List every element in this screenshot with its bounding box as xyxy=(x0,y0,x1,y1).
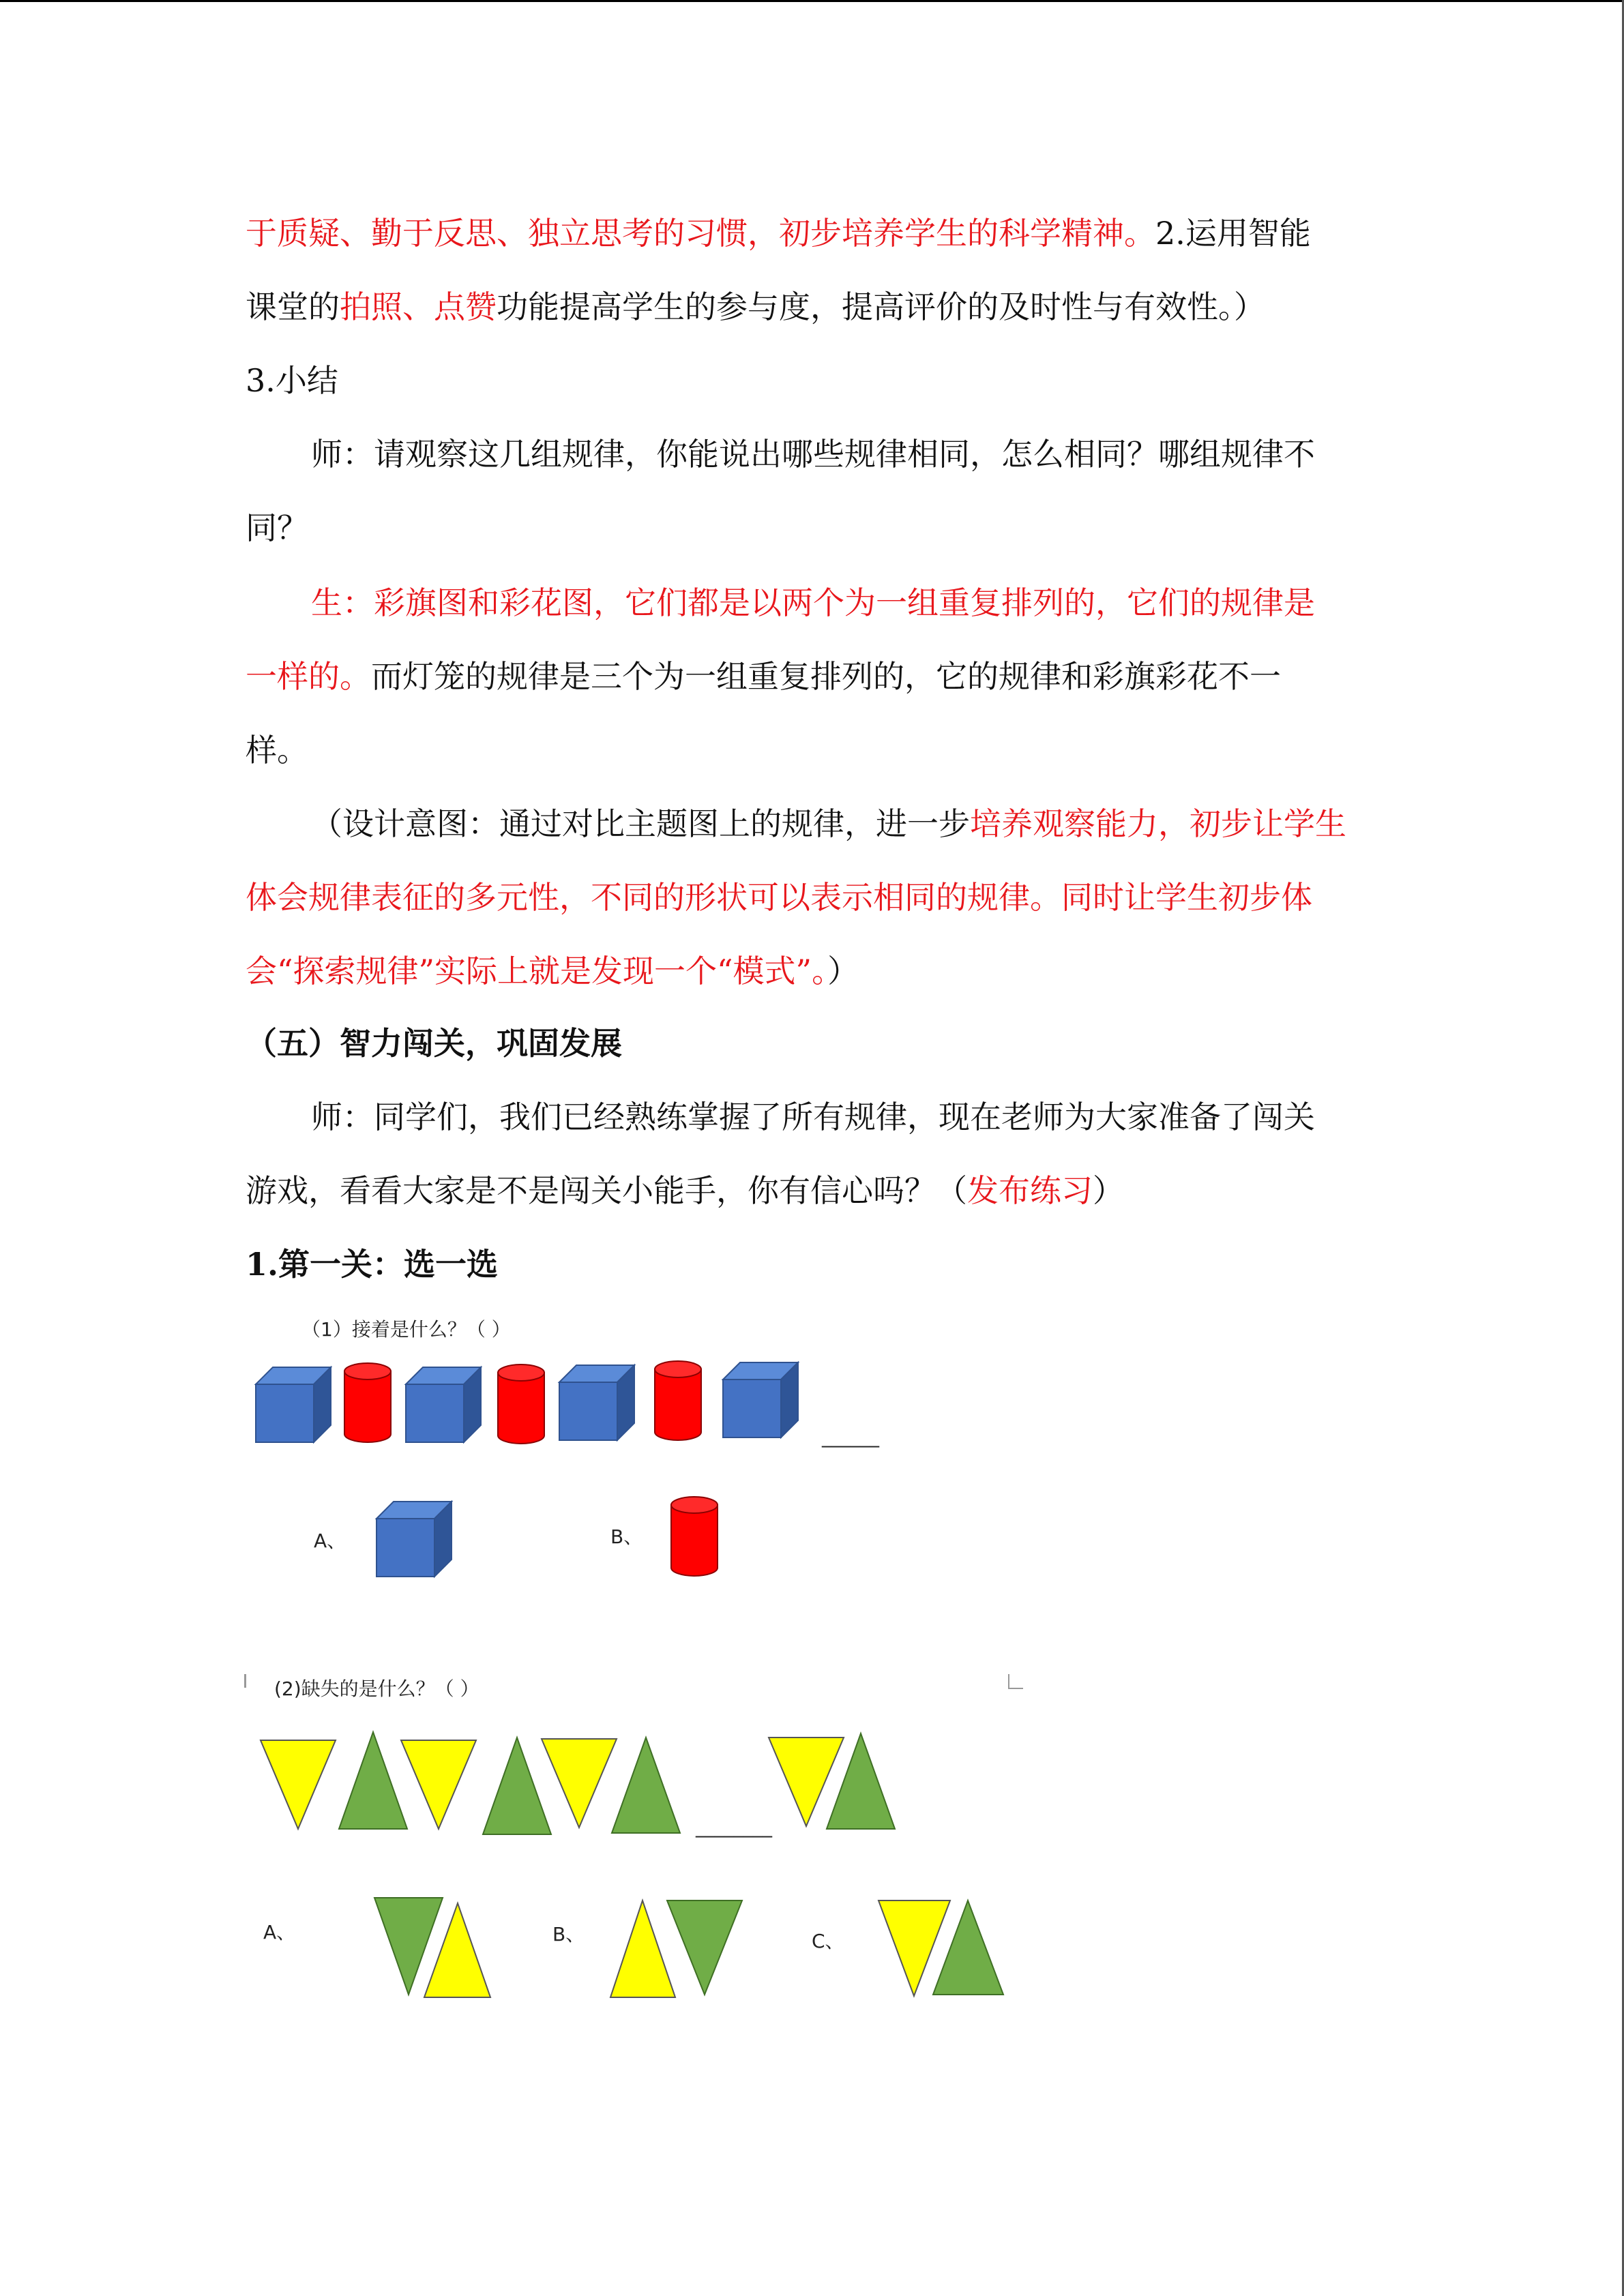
option-c-triangles[interactable] xyxy=(875,1892,1012,2001)
triangle-down-yellow xyxy=(401,1740,476,1829)
cylinder-shape xyxy=(344,1363,391,1442)
text-red-segment: 拍照、点赞 xyxy=(340,288,497,325)
page-top-border xyxy=(0,0,1624,2)
exercise-1-option-a-label[interactable]: A、 xyxy=(314,1530,346,1552)
paragraph-line-12: 师：同学们，我们已经熟练掌握了所有规律，现在老师为大家准备了闯关 xyxy=(311,1099,1315,1135)
cylinder-shape xyxy=(498,1365,544,1444)
triangle-up-green xyxy=(339,1732,407,1829)
exercise-2-sequence xyxy=(252,1725,907,1841)
text-red-segment: 于质疑、勤于反思、独立思考的习惯，初步培养学生的科学精神。 xyxy=(246,215,1155,252)
cube-shape xyxy=(256,1367,331,1442)
text-segment: 游戏，看看大家是不是闯关小能手，你有信心吗？（ xyxy=(246,1172,967,1209)
option-a-cube[interactable] xyxy=(375,1497,457,1582)
triangle-down-yellow xyxy=(261,1740,336,1829)
exercise-1-question: （1）接着是什么？（ ） xyxy=(301,1318,511,1341)
exercise-2-option-b-label[interactable]: B、 xyxy=(552,1923,585,1945)
section-heading-five: （五）智力闯关，巩固发展 xyxy=(246,1025,622,1062)
level-1-heading: 1.第一关：选一选 xyxy=(246,1246,499,1283)
option-a-triangles[interactable] xyxy=(372,1892,494,2001)
triangle-up-yellow xyxy=(610,1900,675,1997)
cube-shape xyxy=(406,1367,481,1442)
exercise-1-blank: ______ xyxy=(822,1425,879,1448)
text-red-segment: 会“探索规律”实际上就是发现一个“模式”。 xyxy=(246,953,828,989)
cube-shape xyxy=(723,1362,798,1437)
text-segment: 课堂的 xyxy=(246,288,340,325)
paragraph-line-6: 生：彩旗图和彩花图，它们都是以两个为一组重复排列的，它们的规律是 xyxy=(311,584,1315,621)
cube-shape xyxy=(559,1365,634,1440)
cylinder-shape xyxy=(655,1361,701,1440)
paragraph-line-5: 同？ xyxy=(246,509,308,546)
text-segment: ） xyxy=(1093,1172,1124,1209)
paragraph-line-13 xyxy=(246,1172,1124,1210)
text-red-segment: 培养观察能力，初步让学生 xyxy=(970,805,1346,842)
paragraph-line-9 xyxy=(311,805,1346,843)
exercise-2-question: (2)缺失的是什么？（ ） xyxy=(274,1678,479,1700)
exercise-2-option-a-label[interactable]: A、 xyxy=(263,1921,296,1943)
paragraph-line-11 xyxy=(246,952,859,990)
exercise-2-option-c-label[interactable]: C、 xyxy=(812,1930,844,1952)
option-b-triangles[interactable] xyxy=(607,1892,743,2001)
text-segment: （设计意图：通过对比主题图上的规律，进一步 xyxy=(311,805,970,842)
paragraph-line-10: 体会规律表征的多元性，不同的形状可以表示相同的规律。同时让学生初步体 xyxy=(246,879,1312,916)
corner-mark xyxy=(1008,1674,1023,1689)
paragraph-line-8: 样。 xyxy=(246,732,308,769)
paragraph-line-1 xyxy=(246,214,1311,252)
triangle-up-green xyxy=(483,1738,551,1834)
triangle-down-yellow xyxy=(542,1739,617,1828)
text-red-segment: 一样的。 xyxy=(246,658,371,695)
triangle-up-green xyxy=(612,1738,680,1833)
text-segment: 2.运用智能 xyxy=(1155,215,1311,252)
corner-mark xyxy=(244,1674,246,1688)
text-red-segment: 发布练习 xyxy=(967,1172,1093,1209)
triangle-down-green xyxy=(667,1900,742,1995)
paragraph-line-4: 师：请观察这几组规律，你能说出哪些规律相同，怎么相同？哪组规律不 xyxy=(311,436,1315,473)
paragraph-line-2 xyxy=(246,288,1265,326)
option-b-cylinder[interactable] xyxy=(668,1490,723,1585)
exercise-2-blank: ________ xyxy=(696,1815,772,1838)
paragraph-line-7 xyxy=(246,657,1281,696)
text-segment: ） xyxy=(827,953,859,989)
text-segment: 功能提高学生的参与度，提高评价的及时性与有效性。） xyxy=(497,288,1265,325)
exercise-1-option-b-label[interactable]: B、 xyxy=(610,1525,643,1548)
text-segment: 而灯笼的规律是三个为一组重复排列的，它的规律和彩旗彩花不一 xyxy=(371,658,1281,695)
section-heading-summary: 3.小结 xyxy=(246,362,338,399)
